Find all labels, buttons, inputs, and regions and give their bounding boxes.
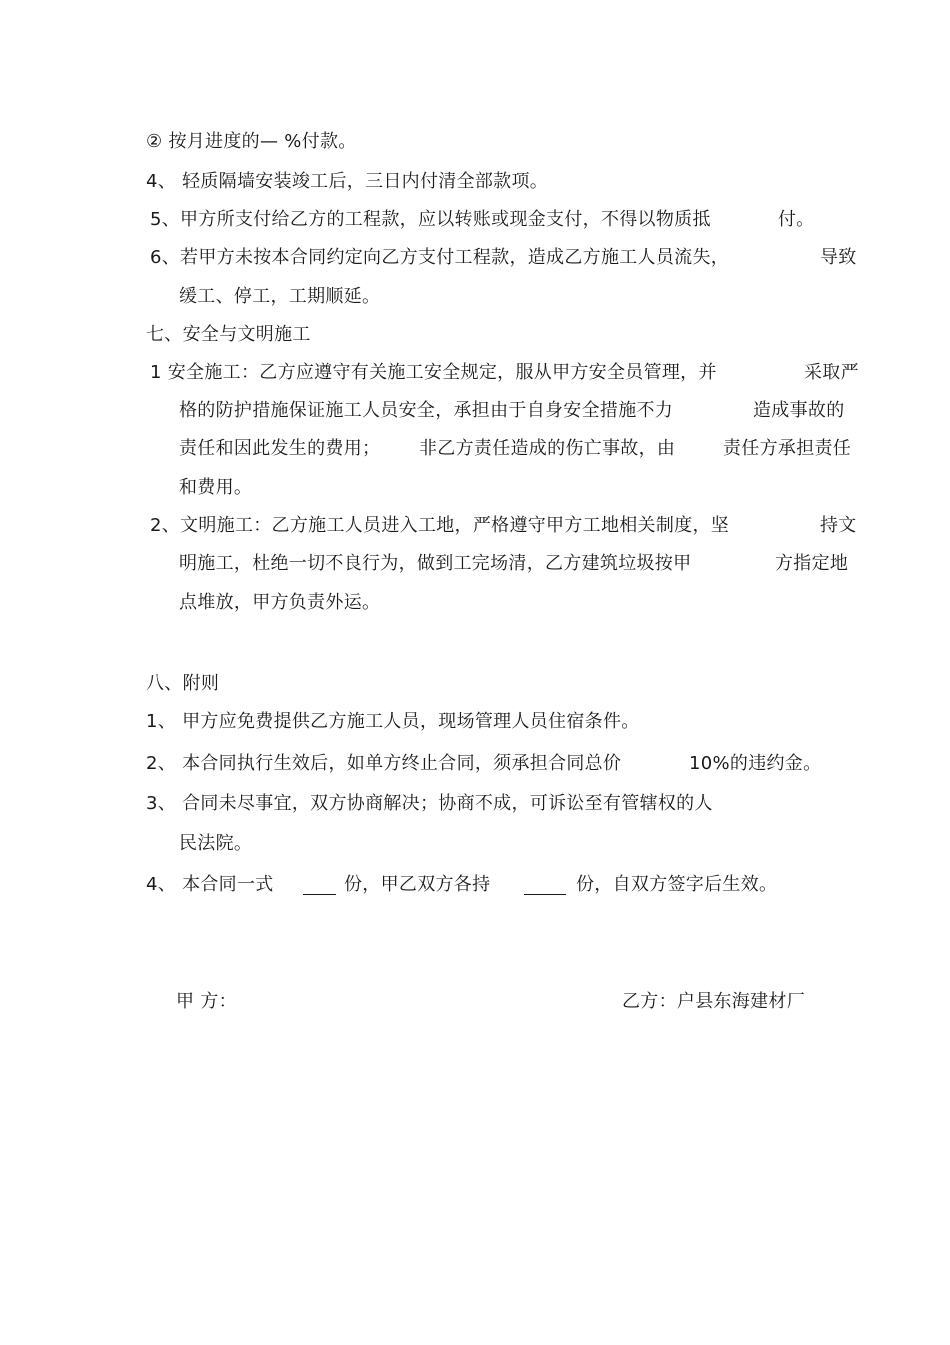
civil-text-2b: 方指定地 (775, 553, 849, 574)
appendix-item-3-cont (179, 832, 252, 856)
appendix-item-4 (146, 873, 274, 897)
payment-item-5 (150, 208, 814, 232)
appendix-item-3 (146, 792, 713, 816)
appendix-item-2-end (689, 752, 821, 776)
civil-para-line-3 (179, 591, 380, 615)
copies-each-blank[interactable] (524, 876, 566, 895)
section-7-heading-text: 七、安全与文明施工 (146, 324, 311, 345)
party-a-label: 甲 方： (176, 991, 237, 1012)
safety-text-3c: 责任方承担责任 (723, 438, 852, 459)
appendix-item-4-text-c: 份，自双方签字后生效。 (576, 874, 778, 895)
appendix-item-2-text-b: 10%的违约金。 (689, 753, 822, 774)
civil-para-line-2 (179, 552, 691, 576)
payment-item-4 (146, 170, 548, 194)
section-8-heading-text: 八、附则 (146, 673, 220, 694)
safety-para-line-1-end (804, 361, 859, 385)
appendix-item-4-end (576, 873, 777, 897)
appendix-item-4-mid (344, 873, 490, 897)
safety-text-4: 和费用。 (179, 477, 253, 498)
party-a-signature (176, 990, 237, 1014)
appendix-item-2-text-a: 2、 本合同执行生效后，如单方终止合同，须承担合同总价 (146, 753, 622, 774)
safety-para-line-2 (179, 399, 673, 423)
safety-text-2a: 格的防护措施保证施工人员安全，承担由于自身安全措施不力 (179, 400, 674, 421)
appendix-item-3-text-b: 民法院。 (179, 833, 253, 854)
appendix-item-1 (146, 710, 640, 734)
safety-para-line-3 (179, 437, 380, 461)
safety-text-1a: 1 安全施工：乙方应遵守有关施工安全规定，服从甲方安全员管理，并 (150, 362, 717, 383)
civil-text-1a: 2、文明施工：乙方施工人员进入工地，严格遵守甲方工地相关制度，坚 (150, 515, 730, 536)
appendix-item-4-text-a: 4、 本合同一式 (146, 874, 274, 895)
safety-text-1b: 采取严 (804, 362, 859, 383)
section-8-heading (146, 672, 219, 696)
appendix-item-4-text-b: 份，甲乙双方各持 (344, 874, 491, 895)
civil-para-line-1 (150, 514, 729, 538)
safety-para-line-1 (150, 361, 717, 385)
party-b-signature (622, 990, 805, 1014)
payment-item-2-text: ② 按月进度的— %付款。 (146, 131, 357, 152)
civil-text-2a: 明施工，杜绝一切不良行为，做到工完场清，乙方建筑垃圾按甲 (179, 553, 692, 574)
safety-text-3b: 非乙方责任造成的伤亡事故，由 (419, 438, 676, 459)
payment-item-5-text-b: 付。 (777, 209, 815, 230)
safety-para-line-3-end (723, 437, 851, 461)
payment-item-6 (150, 246, 729, 270)
civil-para-line-1-end (820, 514, 857, 538)
payment-item-5-text-a: 5、甲方所支付给乙方的工程款，应以转账或现金支付，不得以物质抵 (150, 209, 711, 230)
safety-para-line-2-end (753, 399, 845, 423)
payment-item-4-text: 4、 轻质隔墙安装竣工后，三日内付清全部款项。 (146, 171, 549, 192)
appendix-item-1-text: 1、 甲方应免费提供乙方施工人员，现场管理人员住宿条件。 (146, 711, 640, 732)
party-b-label: 乙方：户县东海建材厂 (622, 991, 805, 1012)
copies-total-blank[interactable] (303, 876, 336, 895)
payment-item-2 (146, 130, 357, 154)
safety-text-3a: 责任和因此发生的费用； (179, 438, 381, 459)
safety-text-2b: 造成事故的 (753, 400, 845, 421)
section-7-heading (146, 323, 311, 347)
appendix-item-3-text-a: 3、 合同未尽事宜，双方协商解决；协商不成，可诉讼至有管辖权的人 (146, 793, 713, 814)
payment-item-6-cont (179, 285, 380, 309)
safety-para-line-4 (179, 476, 252, 500)
civil-text-3: 点堆放，甲方负责外运。 (179, 592, 381, 613)
civil-para-line-2-end (775, 552, 848, 576)
safety-para-line-3-mid (419, 437, 675, 461)
payment-item-6-end (820, 246, 857, 270)
payment-item-6-text-a: 6、若甲方未按本合同约定向乙方支付工程款，造成乙方施工人员流失， (150, 247, 730, 268)
payment-item-6-text-b: 导致 (820, 247, 857, 268)
civil-text-1b: 持文 (820, 515, 857, 536)
payment-item-6-text-c: 缓工、停工，工期顺延。 (179, 286, 381, 307)
appendix-item-2 (146, 752, 621, 776)
